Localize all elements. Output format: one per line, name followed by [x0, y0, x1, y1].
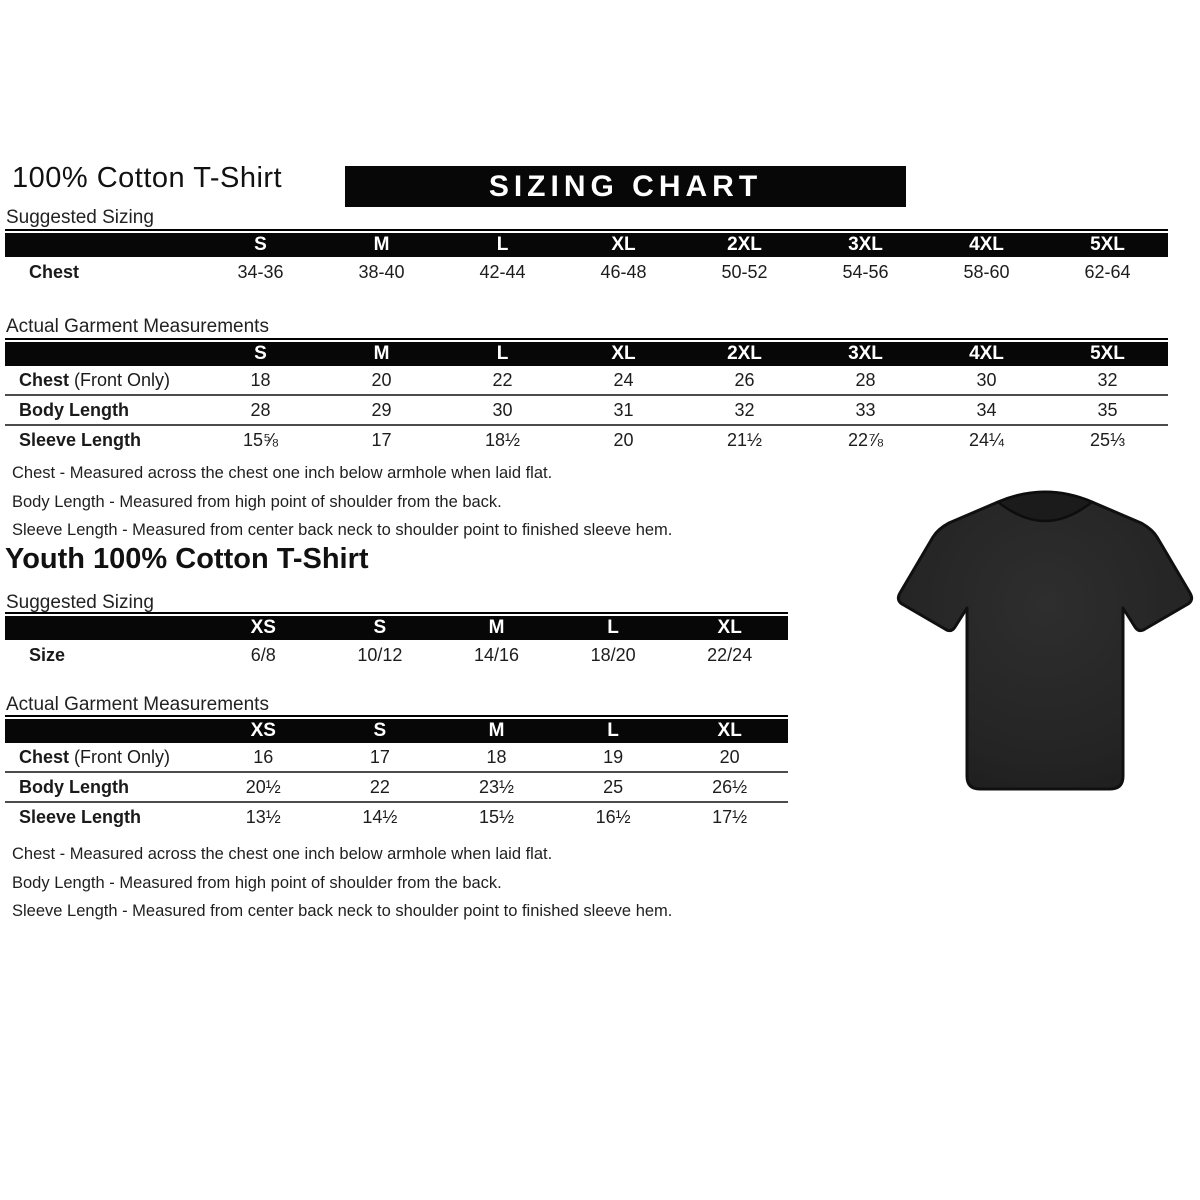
size-column-header: XL — [717, 617, 742, 638]
header-label-spacer — [5, 233, 200, 257]
note-body-length: Body Length - Measured from high point of shoulder from the back. — [12, 492, 502, 511]
row-label — [5, 370, 200, 391]
note-sleeve-length: Sleeve Length - Measured from center back neck to shoulder point to finished sleeve hem. — [12, 521, 673, 539]
table-row — [5, 743, 788, 771]
measurement-cell: 26½ — [712, 776, 748, 797]
measurement-cell: 31 — [613, 399, 634, 420]
size-column-header: 3XL — [848, 343, 883, 364]
measurement-cell: 20 — [371, 369, 392, 390]
measurement-cell: 14/16 — [473, 644, 520, 665]
size-column-header: XL — [717, 720, 742, 741]
measurement-cell: 16½ — [595, 806, 631, 827]
table-header-row — [5, 233, 1168, 257]
size-column-header: L — [607, 720, 619, 741]
sizing-chart-banner-text: SIZING CHART — [488, 169, 763, 203]
measurement-cell: 20 — [719, 746, 740, 767]
youth-actual-measurements-table — [5, 715, 788, 831]
youth-suggested-sizing-label: Suggested Sizing — [6, 592, 154, 613]
adult-actual-measurements-table — [5, 338, 1168, 454]
measurement-cell: 20 — [613, 429, 634, 450]
table-header-row — [5, 342, 1168, 366]
measurement-cell: 58-60 — [963, 262, 1010, 282]
adult-suggested-sizing-label: Suggested Sizing — [6, 207, 154, 228]
size-column-header: XL — [611, 234, 636, 255]
youth-suggested-sizing-table — [5, 612, 788, 670]
size-column-header: M — [373, 234, 390, 255]
measurement-cell: 16 — [253, 746, 274, 767]
header-label-spacer — [5, 342, 200, 366]
measurement-cell: 38-40 — [358, 262, 405, 282]
measurement-cell: 22 — [369, 776, 390, 797]
measurement-cell: 18 — [250, 369, 271, 390]
measurement-cell: 17 — [369, 746, 390, 767]
size-column-header: L — [496, 343, 509, 364]
measurement-cell: 34 — [976, 399, 997, 420]
measurement-cell: 25⅓ — [1089, 429, 1126, 450]
row-label-bold: Chest — [19, 746, 70, 767]
row-label-bold: Chest — [29, 262, 80, 282]
measurement-cell: 22/24 — [707, 644, 753, 665]
measurement-cell: 26 — [734, 369, 755, 390]
note-sleeve-length: Sleeve Length - Measured from center back neck to shoulder point to finished sleeve hem. — [12, 902, 673, 920]
size-column-header: M — [488, 617, 505, 638]
measurement-cell: 20½ — [245, 776, 281, 797]
measurement-cell: 50-52 — [721, 262, 768, 282]
table-row — [5, 424, 1168, 454]
measurement-cell: 34-36 — [237, 262, 284, 282]
measurement-cell: 42-44 — [479, 262, 526, 282]
table-header-row — [5, 719, 788, 743]
size-column-header: 3XL — [848, 234, 883, 255]
adult-measurement-notes — [12, 459, 672, 545]
table-row — [5, 394, 1168, 424]
measurement-cell: 21½ — [726, 429, 763, 450]
measurement-cell: 29 — [371, 399, 392, 420]
measurement-cell: 35 — [1097, 399, 1118, 420]
youth-measurement-notes — [12, 840, 672, 926]
measurement-cell: 62-64 — [1084, 262, 1131, 282]
measurement-cell: 28 — [855, 369, 876, 390]
row-label — [5, 645, 205, 666]
size-column-header: XL — [611, 343, 636, 364]
header-label-spacer — [5, 616, 205, 640]
row-label-bold: Body Length — [19, 776, 129, 797]
note-body-length: Body Length - Measured from high point of shoulder from the back. — [12, 873, 502, 892]
measurement-cell: 23½ — [478, 776, 515, 797]
adult-suggested-sizing-table — [5, 229, 1168, 288]
measurement-cell: 32 — [734, 399, 755, 420]
measurement-cell: 15⅝ — [242, 429, 279, 450]
measurement-cell: 17½ — [712, 806, 748, 827]
size-column-header: M — [373, 343, 390, 364]
row-label-bold: Body Length — [19, 399, 129, 420]
youth-actual-measurements-label: Actual Garment Measurements — [6, 694, 269, 715]
youth-section-title: Youth 100% Cotton T-Shirt — [5, 543, 369, 575]
size-column-header: L — [496, 234, 509, 255]
measurement-cell: 24 — [613, 369, 634, 390]
row-label — [5, 262, 200, 283]
measurement-cell: 24¼ — [968, 429, 1005, 450]
row-label — [5, 430, 200, 451]
row-label-bold: Sleeve Length — [19, 806, 142, 827]
table-row — [5, 801, 788, 831]
size-column-header: 4XL — [969, 234, 1004, 255]
measurement-cell: 14½ — [362, 806, 398, 827]
measurement-cell: 54-56 — [842, 262, 889, 282]
measurement-cell: 22 — [492, 369, 513, 390]
row-label — [5, 400, 200, 421]
measurement-cell: 22⅞ — [847, 429, 884, 450]
row-label — [5, 807, 205, 828]
size-column-header: S — [373, 617, 387, 638]
size-column-header: XS — [250, 617, 276, 638]
size-column-header: M — [488, 720, 505, 741]
tshirt-product-image — [895, 478, 1195, 800]
row-label-rest: (Front Only) — [69, 369, 171, 390]
measurement-cell: 33 — [855, 399, 876, 420]
note-chest: Chest - Measured across the chest one inch below armhole when laid flat. — [12, 464, 553, 482]
size-column-header: S — [254, 234, 267, 255]
row-label — [5, 777, 205, 798]
header-label-spacer — [5, 719, 205, 743]
tshirt-body-shape — [898, 492, 1191, 789]
row-label-rest: (Front Only) — [69, 746, 171, 767]
size-column-header: 5XL — [1090, 234, 1125, 255]
page-title: 100% Cotton T-Shirt — [12, 162, 283, 194]
row-label — [5, 747, 205, 768]
measurement-cell: 18½ — [484, 429, 521, 450]
row-label-bold: Size — [29, 644, 66, 665]
size-column-header: S — [373, 720, 387, 741]
table-row — [5, 771, 788, 801]
size-column-header: S — [254, 343, 267, 364]
size-column-header: 2XL — [727, 234, 762, 255]
row-label-bold: Chest — [19, 369, 70, 390]
measurement-cell: 10/12 — [357, 644, 403, 665]
measurement-cell: 32 — [1097, 369, 1118, 390]
measurement-cell: 13½ — [245, 806, 281, 827]
table-header-row — [5, 616, 788, 640]
measurement-cell: 30 — [492, 399, 513, 420]
measurement-cell: 6/8 — [250, 644, 276, 665]
table-row — [5, 257, 1168, 288]
measurement-cell: 30 — [976, 369, 997, 390]
measurement-cell: 18 — [486, 746, 507, 767]
measurement-cell: 19 — [603, 746, 624, 767]
measurement-cell: 25 — [603, 776, 624, 797]
size-column-header: 5XL — [1090, 343, 1125, 364]
measurement-cell: 28 — [250, 399, 271, 420]
size-column-header: 2XL — [727, 343, 762, 364]
note-chest: Chest - Measured across the chest one inch below armhole when laid flat. — [12, 845, 553, 863]
size-column-header: XS — [250, 720, 276, 741]
measurement-cell: 18/20 — [590, 644, 636, 665]
size-column-header: 4XL — [969, 343, 1004, 364]
table-row — [5, 366, 1168, 394]
row-label-bold: Sleeve Length — [19, 429, 142, 450]
measurement-cell: 46-48 — [600, 262, 647, 282]
adult-actual-measurements-label: Actual Garment Measurements — [6, 316, 269, 337]
sizing-chart-banner — [345, 166, 906, 207]
table-row — [5, 640, 788, 670]
size-column-header: L — [607, 617, 619, 638]
measurement-cell: 15½ — [478, 806, 515, 827]
measurement-cell: 17 — [371, 429, 392, 450]
